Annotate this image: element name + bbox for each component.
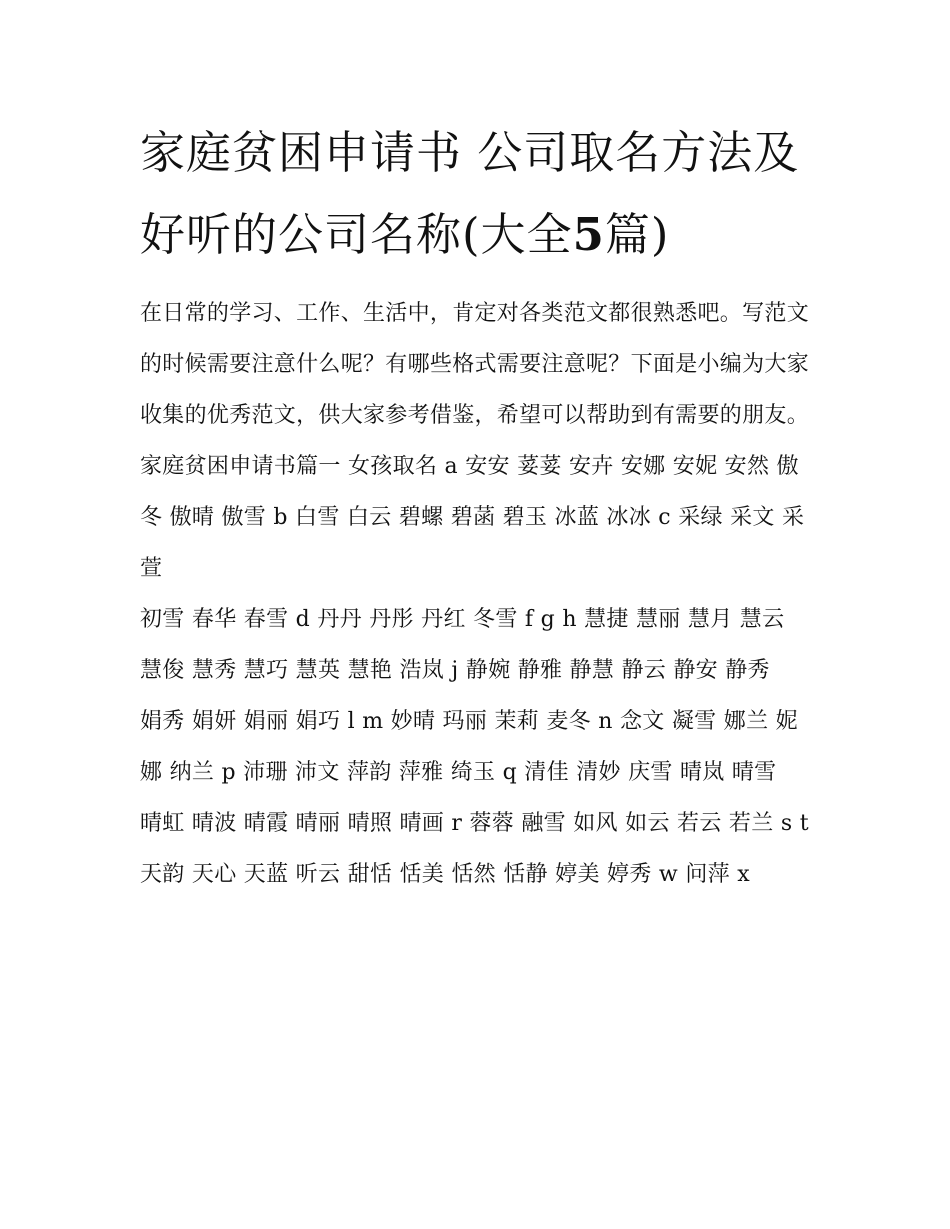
document-title bbox=[140, 112, 812, 276]
body-paragraph: 晴虹 晴波 晴霞 晴丽 晴照 晴画 r 蓉蓉 融雪 如风 如云 若云 若兰 s t 天韵 天心 天蓝 听云 甜恬 恬美 恬然 恬静 婷美 婷秀 w 问萍 x bbox=[140, 811, 809, 887]
intro-paragraph: 在日常的学习、工作、生活中，肯定对各类范文都很熟悉吧。写范文的时候需要注意什么呢？有哪些格式需要注意呢？下面是小编为大家收集的优秀范文，供大家参考借鉴，希望可以帮助到有需要的朋友。 bbox=[140, 301, 810, 428]
title-text: 家庭贫困申请书 公司取名方法及好听的公司名称(大全 bbox=[140, 126, 800, 261]
body-paragraph: 家庭贫困申请书篇一 女孩取名 a 安安 荽荽 安卉 安娜 安妮 安然 傲冬 傲晴 傲雪 b 白雪 白云 碧螺 碧菡 碧玉 冰蓝 冰冰 c 采绿 采文 采萱 bbox=[140, 454, 805, 581]
title-text-end: 篇) bbox=[604, 208, 670, 261]
body-paragraph: 娟秀 娟妍 娟丽 娟巧 l m 妙晴 玛丽 茉莉 麦冬 n 念文 凝雪 娜兰 妮娜 纳兰 p 沛珊 沛文 萍韵 萍雅 绮玉 q 清佳 清妙 庆雪 晴岚 晴雪 bbox=[140, 709, 798, 785]
document-page bbox=[140, 112, 812, 900]
title-number: 5 bbox=[572, 208, 605, 261]
body-paragraph: 初雪 春华 春雪 d 丹丹 丹彤 丹红 冬雪 f g h 慧捷 慧丽 慧月 慧云 慧俊 慧秀 慧巧 慧英 慧艳 浩岚 j 静婉 静雅 静慧 静云 静安 静秀 bbox=[140, 607, 785, 683]
